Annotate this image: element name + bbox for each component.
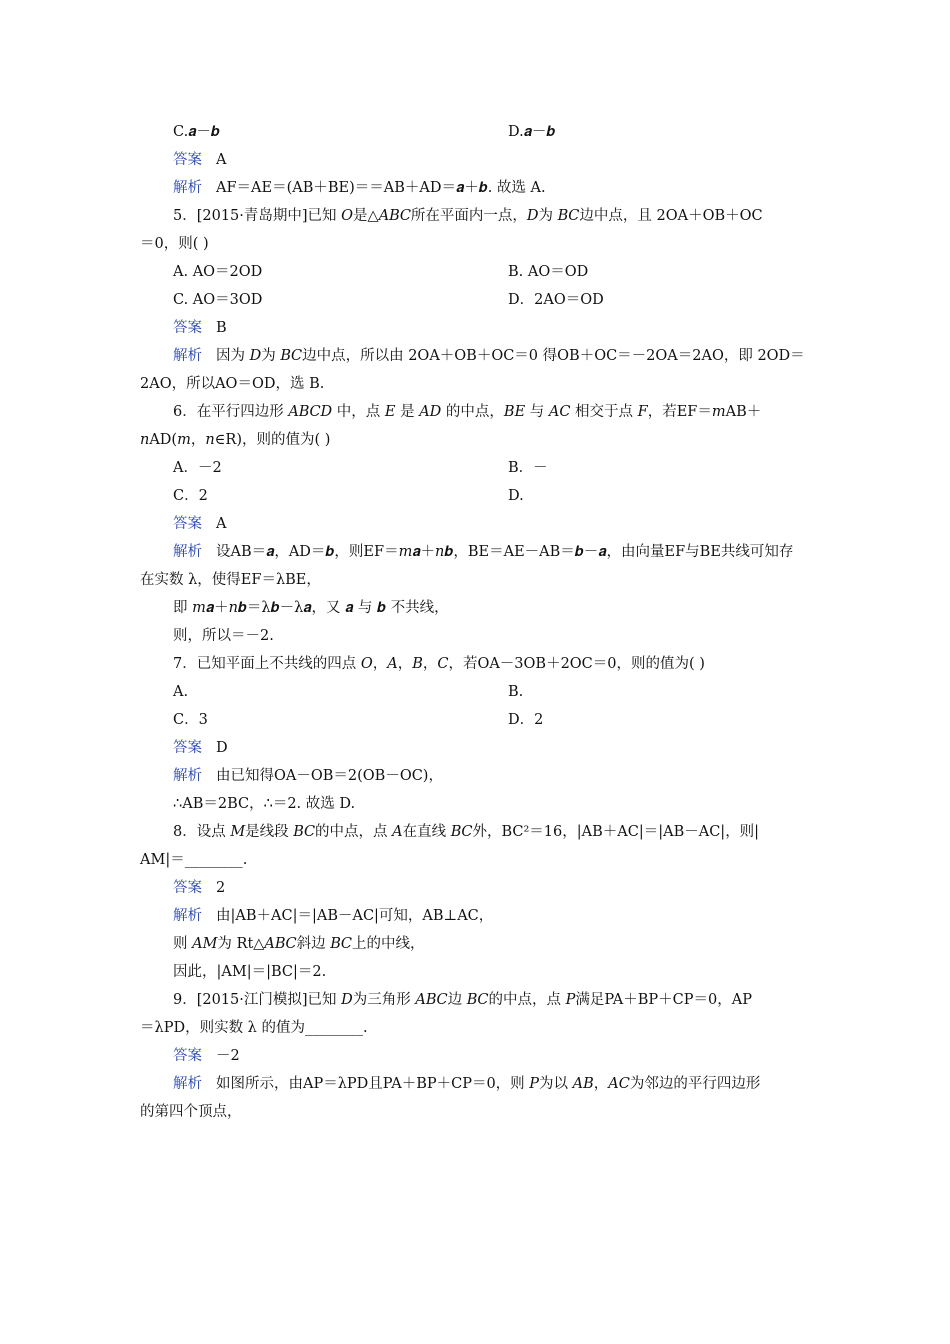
q8-analysis-line-1: 由|AB＋AC|＝|AB－AC|可知，AB⊥AC， <box>216 908 494 924</box>
q5-option-b: B. AO＝OD <box>508 264 589 280</box>
q9-analysis-line-2: 的第四个顶点， <box>140 1104 242 1120</box>
answer-label: 答案 <box>173 152 202 168</box>
q9-analysis-line-1: 如图所示，由AP＝λPD且PA＋BP＋CP＝0，则 𝑃为以 𝐴𝐵，𝐴𝐶为邻边的平行四边形 <box>216 1076 761 1092</box>
q4-option-c: C.𝒂－𝒃 <box>173 124 220 140</box>
q5-answer-row <box>173 318 227 338</box>
q6-option-c: C．2 <box>173 488 208 504</box>
q9-analysis-row <box>173 1074 760 1094</box>
q5-stem-line-2: ＝0，则( ) <box>140 236 209 252</box>
q4-answer-row <box>173 150 226 170</box>
answer-label: 答案 <box>173 516 202 532</box>
q6-stem-line-2: 𝑛AD(𝑚，𝑛∈R)，则的值为( ) <box>140 432 331 448</box>
analysis-label: 解析 <box>173 180 202 196</box>
q5-option-d: D．2AO＝OD <box>508 292 604 308</box>
q8-stem-line-1: 8．设点 𝑀是线段 𝐵𝐶的中点，点 𝐴在直线 𝐵𝐶外，BC²＝16，|AB＋AC|＝|AB－AC|，则| <box>173 824 760 840</box>
answer-label: 答案 <box>173 740 202 756</box>
q5-analysis-row <box>173 346 805 366</box>
answer-label: 答案 <box>173 320 202 336</box>
q5-option-a: A. AO＝2OD <box>173 264 263 280</box>
q6-option-d: D. <box>508 488 524 504</box>
analysis-label: 解析 <box>173 908 202 924</box>
q5-option-c: C. AO＝3OD <box>173 292 263 308</box>
q6-analysis-row <box>173 542 793 562</box>
analysis-label: 解析 <box>173 348 202 364</box>
q5-analysis-line-2: 2AO，所以AO＝OD，选 B. <box>140 376 325 392</box>
analysis-label: 解析 <box>173 1076 202 1092</box>
q6-analysis-line-2: 在实数 λ，使得EF＝λBE， <box>140 572 321 588</box>
q9-stem-line-1: 9．[2015·江门模拟]已知 𝐷为三角形 𝐴𝐵𝐶边 𝐵𝐶的中点，点 𝑃满足PA＋BP＋CP＝0，AP <box>173 992 752 1008</box>
q6-option-a: A．－2 <box>173 460 222 476</box>
analysis-label: 解析 <box>173 544 202 560</box>
q8-answer-row <box>173 878 225 898</box>
q4-analysis-row <box>173 178 546 198</box>
q7-option-d: D．2 <box>508 712 544 728</box>
q7-stem: 7．已知平面上不共线的四点 𝑂，𝐴，𝐵，𝐶，若OA－3OB＋2OC＝0，则的值为( ) <box>173 656 705 672</box>
q6-analysis-line-1: 设AB＝𝒂，AD＝𝒃，则EF＝𝑚𝒂＋𝑛𝒃，BE＝AE－AB＝𝒃－𝒂，由向量EF与BE共线可知存 <box>216 544 794 560</box>
q8-analysis-line-2: 则 𝐴𝑀为 Rt△𝐴𝐵𝐶斜边 𝐵𝐶上的中线， <box>173 936 425 952</box>
answer-label: 答案 <box>173 1048 202 1064</box>
q8-analysis-row <box>173 906 493 926</box>
q6-analysis-line-3: 即 𝑚𝒂＋𝑛𝒃＝λ𝒃－λ𝒂，又 𝒂 与 𝒃 不共线， <box>173 600 449 616</box>
q9-stem-line-2: ＝λPD，则实数 λ 的值为________. <box>140 1020 368 1036</box>
q6-answer-row <box>173 514 226 534</box>
q6-answer: A <box>216 516 227 532</box>
q9-answer: －2 <box>216 1048 240 1064</box>
q7-answer: D <box>216 740 228 756</box>
q8-stem-line-2: AM|＝________. <box>140 852 248 868</box>
q7-option-b: B. <box>508 684 524 700</box>
q5-analysis-line-1: 因为 𝐷为 𝐵𝐶边中点，所以由 2OA＋OB＋OC＝0 得OB＋OC＝－2OA＝2AO，即 2OD＝ <box>216 348 805 364</box>
q4-answer: A <box>216 152 227 168</box>
q4-analysis: AF＝AE＝(AB＋BE)＝＝AB＋AD＝𝒂＋𝒃. 故选 A. <box>216 180 546 196</box>
q7-option-c: C．3 <box>173 712 208 728</box>
q6-analysis-line-4: 则，所以＝－2. <box>173 628 274 644</box>
q7-analysis-line-1: 由已知得OA－OB＝2(OB－OC)， <box>216 768 443 784</box>
q7-option-a: A. <box>173 684 189 700</box>
q7-analysis-row <box>173 766 443 786</box>
q9-answer-row <box>173 1046 240 1066</box>
q8-analysis-line-3: 因此，|AM|＝|BC|＝2. <box>173 964 327 980</box>
analysis-label: 解析 <box>173 768 202 784</box>
q4-option-d: D.𝒂－𝒃 <box>508 124 556 140</box>
q7-analysis-line-2: ∴AB＝2BC，∴＝2. 故选 D. <box>173 796 356 812</box>
q8-answer: 2 <box>216 880 226 896</box>
q5-answer: B <box>216 320 227 336</box>
q5-stem-line-1: 5．[2015·青岛期中]已知 𝑂是△𝐴𝐵𝐶所在平面内一点，𝐷为 𝐵𝐶边中点，且 2OA＋OB＋OC <box>173 208 763 224</box>
q6-option-b: B．－ <box>508 460 548 476</box>
q6-stem-line-1: 6．在平行四边形 𝐴𝐵𝐶𝐷 中，点 𝐸 是 𝐴𝐷 的中点，𝐵𝐸 与 𝐴𝐶 相交于点 𝐹，若EF＝𝑚AB＋ <box>173 404 762 420</box>
q7-answer-row <box>173 738 228 758</box>
answer-label: 答案 <box>173 880 202 896</box>
